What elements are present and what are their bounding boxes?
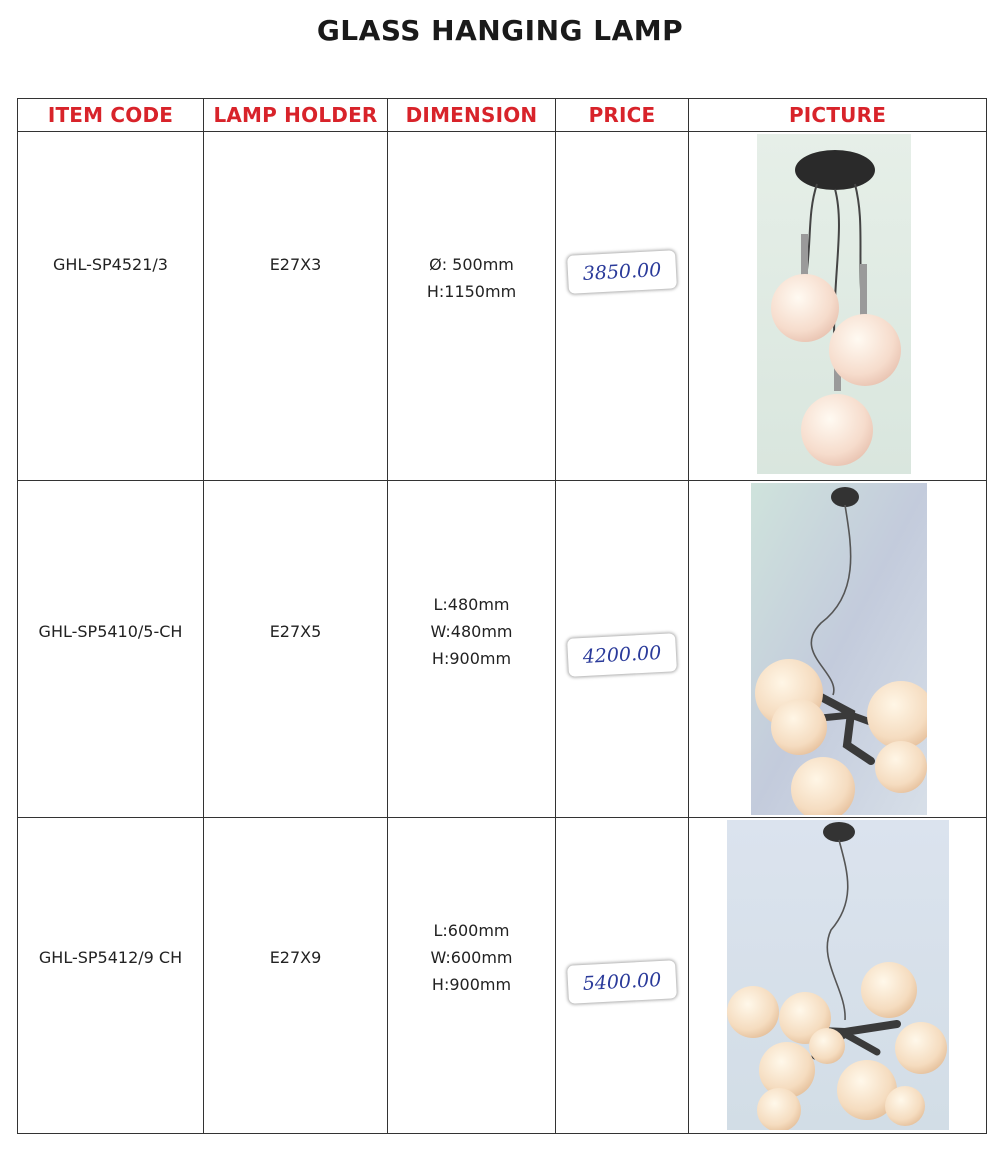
table-row xyxy=(18,132,987,481)
table-header-row xyxy=(18,99,987,132)
dimension-line: Ø: 500mm xyxy=(429,255,514,274)
picture-cell xyxy=(689,481,987,818)
lamp-holder: E27X5 xyxy=(269,621,322,641)
dimension-line: L:480mm xyxy=(433,594,510,614)
price-cell xyxy=(556,818,689,1134)
dimension-line: H:900mm xyxy=(431,648,512,668)
page-title: GLASS HANGING LAMP xyxy=(316,14,684,47)
pendant-3-globes-icon xyxy=(757,134,911,474)
lamp-holder-cell xyxy=(204,818,388,1134)
column-header-lamp-holder: LAMP HOLDER xyxy=(204,99,388,132)
column-header-item-code: ITEM CODE xyxy=(18,99,204,132)
dimension-line: W:600mm xyxy=(430,948,513,967)
product-table xyxy=(17,98,987,1134)
table-row xyxy=(18,481,987,818)
price-cell xyxy=(556,132,689,481)
item-code-cell xyxy=(18,818,204,1134)
dimension-block xyxy=(388,917,555,998)
item-code: GHL-SP5410/5-CH xyxy=(38,621,183,641)
column-header-dimension: DIMENSION xyxy=(388,99,556,132)
column-header-price: PRICE xyxy=(556,99,689,132)
dimension-block xyxy=(388,251,555,305)
price-cell xyxy=(556,481,689,818)
item-code-cell xyxy=(18,132,204,481)
lamp-holder: E27X9 xyxy=(269,948,322,967)
picture-cell xyxy=(689,132,987,481)
lamp-holder-cell xyxy=(204,132,388,481)
dimension-line: H:1150mm xyxy=(426,282,517,301)
price-sticker: 3850.00 xyxy=(567,250,677,294)
dimension-cell xyxy=(388,481,556,818)
pendant-5-globes-icon xyxy=(751,483,927,815)
item-code: GHL-SP5412/9 CH xyxy=(38,948,183,967)
dimension-line: W:480mm xyxy=(430,621,513,641)
pendant-9-globes-icon xyxy=(727,820,949,1130)
item-code-cell xyxy=(18,481,204,818)
dimension-cell xyxy=(388,132,556,481)
price-sticker: 5400.00 xyxy=(567,960,677,1004)
lamp-holder-cell xyxy=(204,481,388,818)
dimension-line: H:900mm xyxy=(431,975,512,994)
table-row xyxy=(18,818,987,1134)
dimension-line: L:600mm xyxy=(433,921,510,940)
item-code: GHL-SP4521/3 xyxy=(53,254,168,274)
lamp-holder: E27X3 xyxy=(269,254,322,274)
price-sticker: 4200.00 xyxy=(567,633,677,677)
column-header-picture: PICTURE xyxy=(689,99,987,132)
dimension-block xyxy=(388,591,555,672)
picture-cell xyxy=(689,818,987,1134)
dimension-cell xyxy=(388,818,556,1134)
